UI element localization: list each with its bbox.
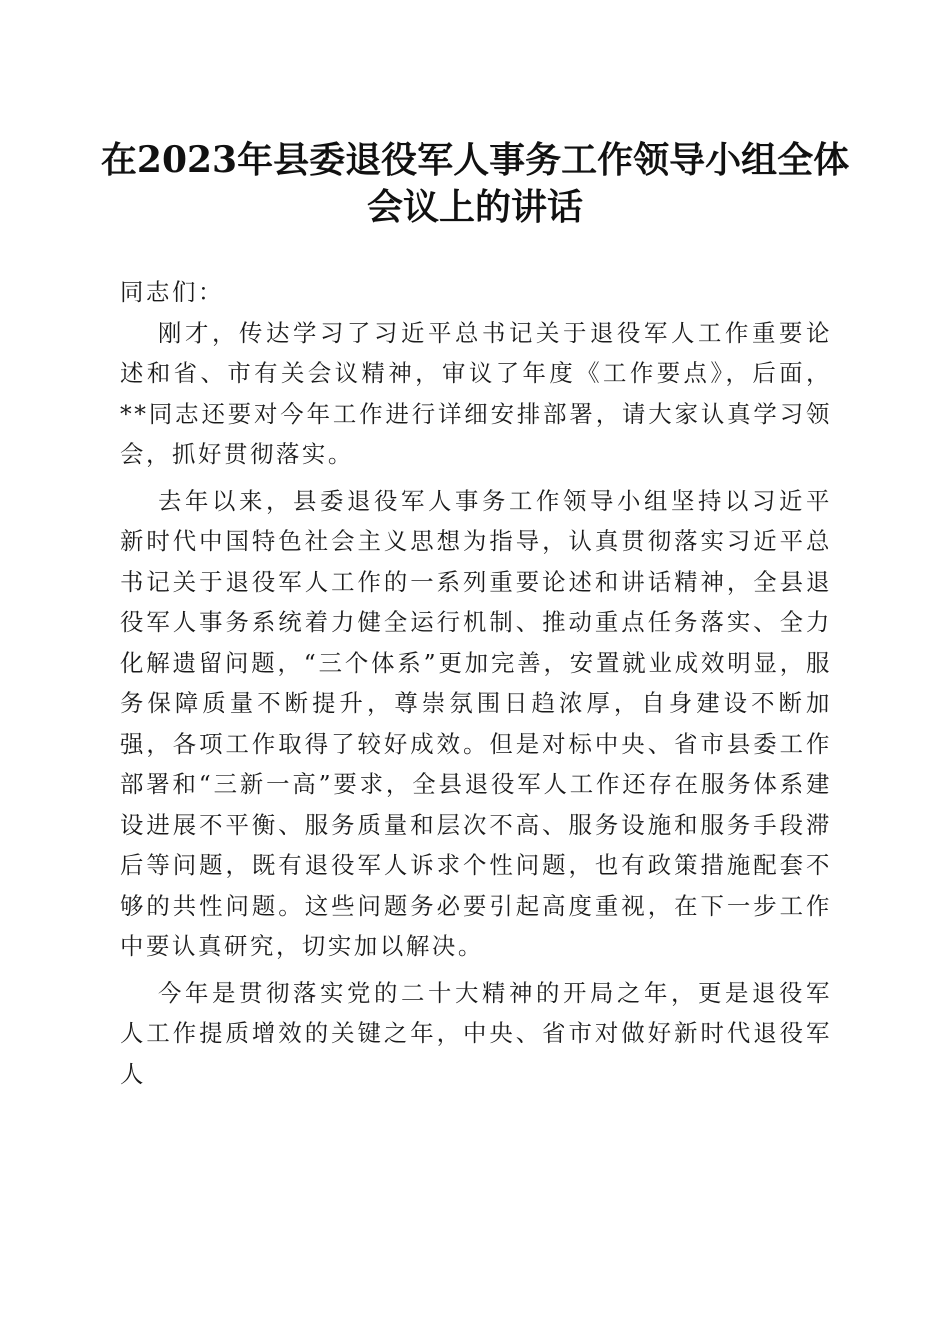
document-title: 在2023年县委退役军人事务工作领导小组全体会议上的讲话 <box>100 139 850 228</box>
paragraph: 今年是贯彻落实党的二十大精神的开局之年，更是退役军人工作提质增效的关键之年，中央、省市对做好新时代退役军人 <box>120 978 832 1088</box>
paragraph: 刚才，传达学习了习近平总书记关于退役军人工作重要论述和省、市有关会议精神，审议了年度《工作要点》，后面，**同志还要对今年工作进行详细安排部署，请大家认真学习领会，抓好贯彻落实。 <box>120 318 832 468</box>
document-body <box>120 272 832 1100</box>
salutation: 同志们： <box>120 278 224 306</box>
paragraph: 去年以来，县委退役军人事务工作领导小组坚持以习近平新时代中国特色社会主义思想为指导，认真贯彻落实习近平总书记关于退役军人工作的一系列重要论述和讲话精神，全县退役军人事务系统着力健全运行机制、推动重点任务落实、全力化解遗留问题，“三个体系”更加完善，安置就业成效明显，服务保障质量不断提升，尊崇氛围日趋浓厚，自身建设不断加强，各项工作取得了较好成效。但是对标中央、省市县委工作部署和“三新一高”要求，全县退役军人工作还存在服务体系建设进展不平衡、服务质量和层次不高、服务设施和服务手段滞后等问题，既有退役军人诉求个性问题，也有政策措施配套不够的共性问题。这些问题务必要引起高度重视，在下一步工作中要认真研究，切实加以解决。 <box>120 486 832 960</box>
